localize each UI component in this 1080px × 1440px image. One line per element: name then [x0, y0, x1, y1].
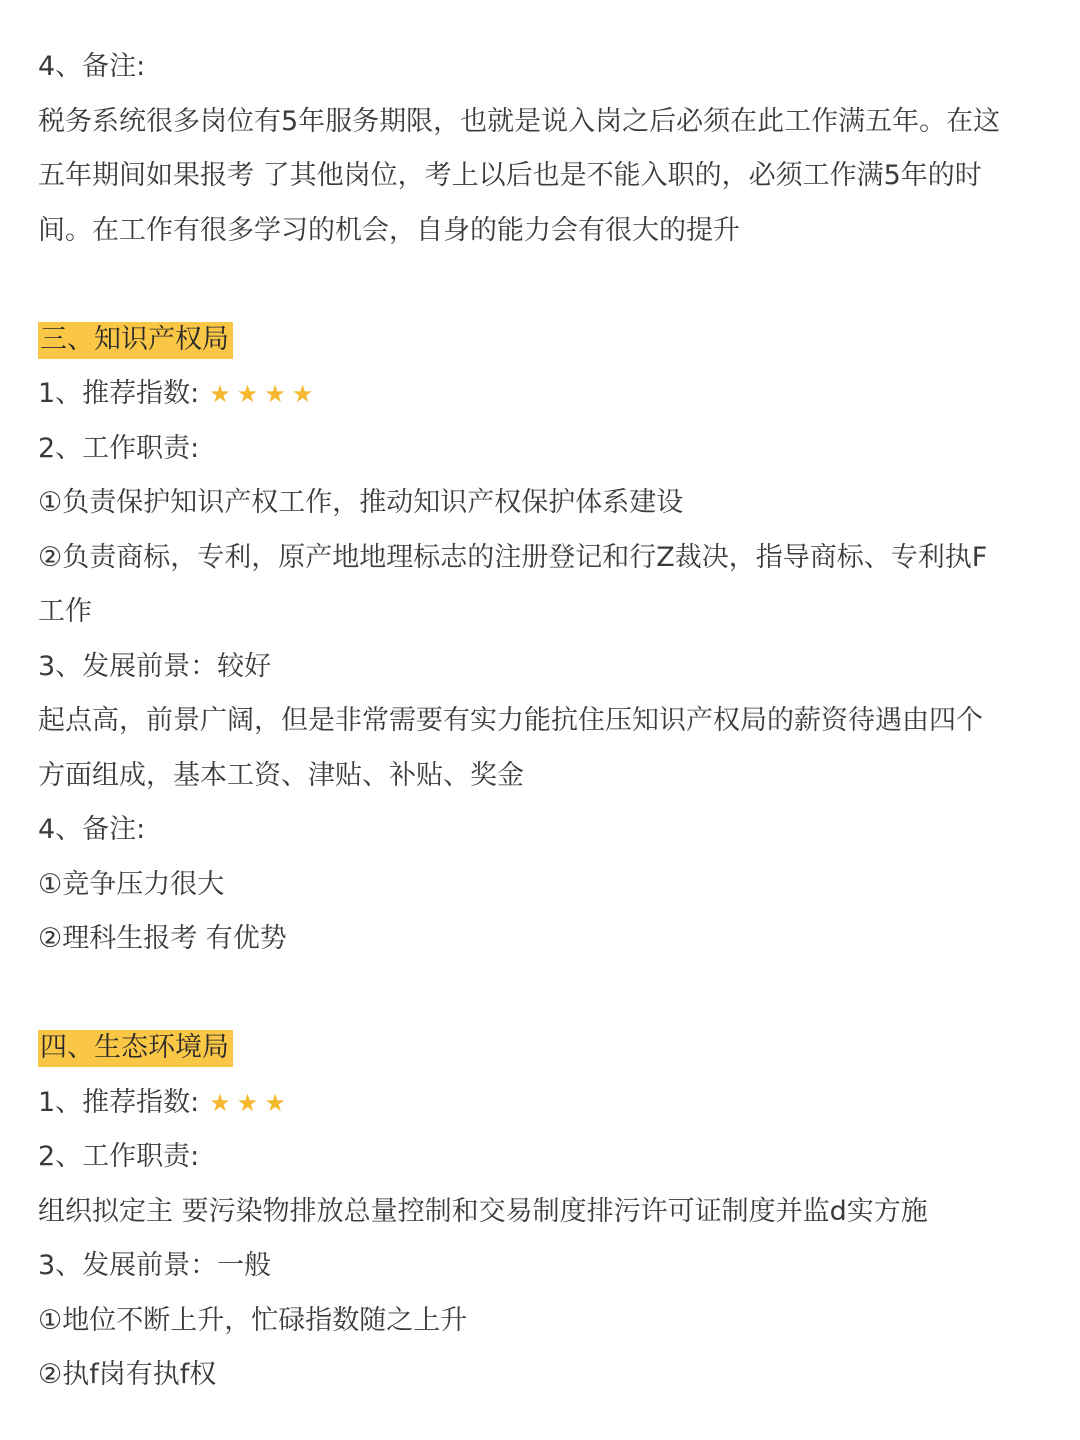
spacer: [38, 258, 1050, 313]
duty-line: 工作: [38, 596, 92, 627]
prospect-heading: 3、发展前景：一般: [38, 1250, 272, 1281]
rating-row: [38, 1076, 1050, 1131]
duty-line: ①负责保护知识产权工作，推动知识产权保护体系建设: [38, 487, 684, 518]
note-heading: 4、备注:: [38, 51, 146, 82]
prospect-line: 方面组成，基本工资、津贴、补贴、奖金: [38, 759, 524, 791]
duty-heading: 2、工作职责:: [38, 1141, 200, 1172]
note-line: 间。在工作有很多学习的机会，自身的能力会有很大的提升: [38, 214, 740, 246]
note-line: 五年期间如果报考 了其他岗位，考上以后也是不能入职的，必须工作满5年的时: [38, 160, 982, 191]
highlighted-title: 四、生态环境局: [38, 1030, 233, 1067]
duty-line: 组织拟定主 要污染物排放总量控制和交易制度排污许可证制度并监d实方施: [38, 1195, 928, 1227]
prospect-line: ①地位不断上升，忙碌指数随之上升: [38, 1304, 468, 1336]
rating-label: 1、推荐指数:: [38, 1086, 200, 1118]
note-line: ①竞争压力很大: [38, 868, 225, 900]
note-line: 税务系统很多岗位有5年服务期限，也就是说入岗之后必须在此工作满五年。在这: [38, 105, 1001, 137]
section-title-ipo: [38, 313, 1050, 368]
star-rating-icon: ★★★: [209, 1088, 292, 1117]
duty-heading: 2、工作职责:: [38, 432, 200, 464]
section-title-eco: [38, 1021, 1050, 1076]
note-line: ②理科生报考 有优势: [38, 923, 287, 954]
prospect-heading: 3、发展前景：较好: [38, 650, 272, 682]
rating-row: [38, 367, 1050, 422]
document-page: [38, 40, 1050, 1403]
prospect-line: ②执f岗有执f权: [38, 1359, 217, 1390]
prospect-line: 起点高，前景广阔，但是非常需要有实力能抗住压知识产权局的薪资待遇由四个: [38, 705, 983, 736]
rating-label: 1、推荐指数:: [38, 378, 200, 409]
note-heading: 4、备注:: [38, 814, 146, 845]
star-rating-icon: ★★★★: [209, 380, 320, 408]
highlighted-title: 三、知识产权局: [38, 322, 233, 359]
duty-line: ②负责商标，专利，原产地地理标志的注册登记和行Z裁决，指导商标、专利执F: [38, 541, 988, 573]
spacer: [38, 967, 1050, 1022]
